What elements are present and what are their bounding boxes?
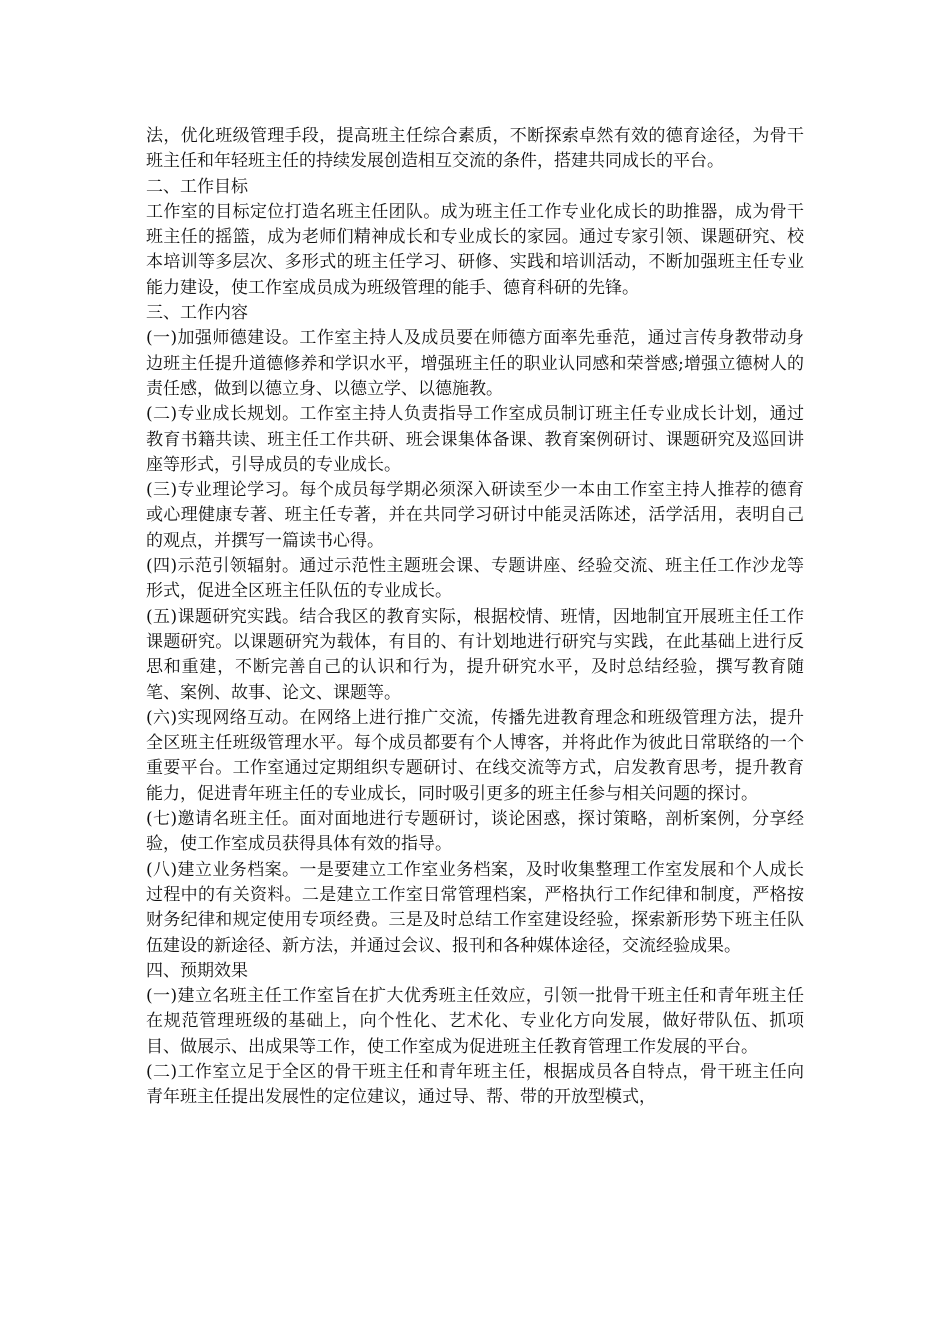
content-item-1: (一)加强师德建设。工作室主持人及成员要在师德方面率先垂范，通过言传身教带动身边班主任提升道德修养和学识水平，增强班主任的职业认同感和荣誉感;增强立德树人的责任感，做到以德立身、以德立学、以德施教。 — [146, 328, 804, 399]
section-heading-content: 三、工作内容 — [146, 303, 248, 324]
content-item-3: (三)专业理论学习。每个成员每学期必须深入研读至少一本由工作室主持人推荐的德育或心理健康专著、班主任专著，并在共同学习研讨中能灵活陈述，活学活用，表明自己的观点，并撰写一篇读书心得。 — [146, 480, 804, 551]
effects-item-1: (一)建立名班主任工作室旨在扩大优秀班主任效应，引领一批骨干班主任和青年班主任在规范管理班级的基础上，向个性化、艺术化、专业化方向发展，做好带队伍、抓项目、做展示、出成果等工作，使工作室成为促进班主任教育管理工作发展的平台。 — [146, 986, 804, 1057]
content-item-8: (八)建立业务档案。一是要建立工作室业务档案，及时收集整理工作室发展和个人成长过程中的有关资料。二是建立工作室日常管理档案，严格执行工作纪律和制度，严格按财务纪律和规定使用专项经费。三是及时总结工作室建设经验，探索新形势下班主任队伍建设的新途径、新方法，并通过会议、报刊和各种媒体途径，交流经验成果。 — [146, 859, 804, 956]
goals-paragraph: 工作室的目标定位打造名班主任团队。成为班主任工作专业化成长的助推器，成为骨干班主任的摇篮，成为老师们精神成长和专业成长的家园。通过专家引领、课题研究、校本培训等多层次、多形式的班主任学习、研修、实践和培训活动，不断加强班主任专业能力建设，使工作室成员成为班级管理的能手、德育科研的先锋。 — [146, 201, 804, 298]
section-heading-goals: 二、工作目标 — [146, 176, 248, 197]
content-item-7: (七)邀请名班主任。面对面地进行专题研讨，谈论困惑，探讨策略，剖析案例，分享经验，使工作室成员获得具体有效的指导。 — [146, 809, 804, 855]
content-item-5: (五)课题研究实践。结合我区的教育实际，根据校情、班情，因地制宜开展班主任工作课题研究。以课题研究为载体，有目的、有计划地进行研究与实践，在此基础上进行反思和重建，不断完善自己的认识和行为，提升研究水平，及时总结经验，撰写教育随笔、案例、故事、论文、课题等。 — [146, 606, 804, 703]
content-item-4: (四)示范引领辐射。通过示范性主题班会课、专题讲座、经验交流、班主任工作沙龙等形式，促进全区班主任队伍的专业成长。 — [146, 556, 804, 602]
effects-item-2: (二)工作室立足于全区的骨干班主任和青年班主任，根据成员各自特点，骨干班主任向青年班主任提出发展性的定位建议，通过导、帮、带的开放型模式， — [146, 1061, 804, 1108]
content-item-6: (六)实现网络互动。在网络上进行推广交流，传播先进教育理念和班级管理方法，提升全区班主任班级管理水平。每个成员都要有个人博客，并将此作为彼此日常联络的一个重要平台。工作室通过定期组织专题研讨、在线交流等方式，启发教育思考，提升教育能力，促进青年班主任的专业成长，同时吸引更多的班主任参与相关问题的探讨。 — [146, 707, 804, 804]
document-page — [146, 124, 804, 1111]
section-heading-expected-effects: 四、预期效果 — [146, 960, 248, 981]
intro-paragraph: 法，优化班级管理手段，提高班主任综合素质，不断探索卓然有效的德育途径，为骨干班主任和年轻班主任的持续发展创造相互交流的条件，搭建共同成长的平台。 — [146, 126, 804, 172]
content-item-2: (二)专业成长规划。工作室主持人负责指导工作室成员制订班主任专业成长计划，通过教育书籍共读、班主任工作共研、班会课集体备课、教育案例研讨、课题研究及巡回讲座等形式，引导成员的专业成长。 — [146, 404, 804, 475]
